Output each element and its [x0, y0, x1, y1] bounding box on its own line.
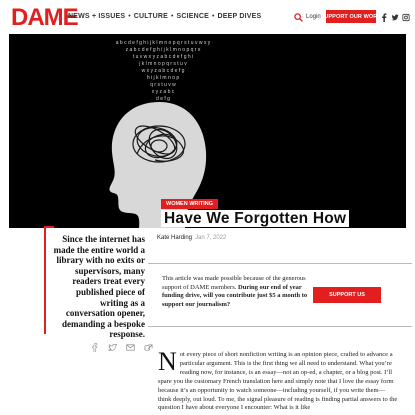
section-tag[interactable]: WOMEN WRITING: [161, 199, 218, 209]
facebook-icon[interactable]: [380, 13, 388, 22]
funding-drive-box: [148, 263, 412, 327]
main-nav: [68, 13, 261, 20]
support-our-work-button[interactable]: SUPPORT OUR WORK: [326, 10, 376, 23]
twitter-icon[interactable]: [391, 13, 399, 22]
svg-text:z a b c d e f g h i j k l m n: z a b c d e f g h i j k l m n o p q r s: [125, 47, 201, 53]
title-line-1: Have We Forgotten How: [161, 210, 349, 227]
article-title: [161, 209, 349, 228]
login-link[interactable]: Login: [306, 14, 321, 20]
nav-science[interactable]: SCIENCE: [176, 13, 210, 20]
svg-text:d e f g: d e f g: [156, 96, 170, 102]
instagram-icon[interactable]: [402, 13, 410, 22]
byline: [157, 235, 226, 241]
nav-deep-dives[interactable]: DEEP DIVES: [217, 13, 262, 20]
svg-text:x y z a b c: x y z a b c: [151, 89, 175, 95]
funding-text-plain: This article was made possible because of the generous support of DAME members.: [162, 275, 306, 291]
svg-text:t u v w x y z a b c d e f g h: t u v w x y z a b c d e f g h i: [132, 54, 194, 60]
search-icon[interactable]: [294, 13, 303, 22]
publish-date: Jan 7, 2022: [195, 235, 227, 241]
nav-separator: •: [171, 13, 174, 20]
social-links: [380, 13, 410, 22]
email-share-icon[interactable]: [126, 343, 135, 352]
support-us-button[interactable]: SUPPORT US: [313, 287, 381, 303]
pullquote: Since the internet has made the entire world a library with no exits or supervisors, many readers treat every published piece of writing as a conversation opener, demanding a bespoke response.: [53, 234, 145, 340]
share-bar: [90, 343, 153, 352]
nav-separator: •: [212, 13, 215, 20]
funding-message: [162, 275, 308, 309]
pullquote-accent-left: [44, 226, 46, 334]
author-name[interactable]: Kate Harding: [157, 235, 193, 241]
funding-text-bold: During our end of year funding drive, will you contribute just $5 a month to support our journalism?: [162, 283, 308, 308]
dame-logo[interactable]: DAME: [11, 4, 78, 31]
nav-news-issues[interactable]: NEWS + ISSUES: [68, 13, 126, 20]
nav-culture[interactable]: CULTURE: [133, 13, 169, 20]
svg-text:a b c d e f g h i j k l m n o: a b c d e f g h i j k l m n o p q r s t u v w x y: [115, 40, 211, 46]
drop-cap: N: [158, 347, 177, 376]
article-paragraph: ot every piece of short nonfiction writing is an opinion piece, crafted to advance a particular argument. This is the first thing we all need to understand. What you’re reading now, for instance, is an essay—not an op-ed, a chapter, or a blog post. I’ll spare you the customary French translation here and simply note that I love the essay form because it’s an opportunity to watch someone—including yourself, if you write them—think deeply, out loud. To me, the signal pleasure of reading is finding partial answers to the question I have about everyone I encounter: What is it like: [158, 351, 398, 412]
article-body: [158, 347, 398, 413]
svg-text:j k l m n o p q r s t u v: j k l m n o p q r s t u v: [139, 61, 187, 67]
link-share-icon[interactable]: [144, 343, 153, 352]
svg-text:w x y z a b c d e f g: w x y z a b c d e f g: [141, 68, 185, 74]
svg-text:q r s t u v w: q r s t u v w: [150, 82, 176, 88]
svg-text:h i j k l m n o p: h i j k l m n o p: [146, 75, 180, 81]
site-header: [0, 0, 415, 34]
twitter-share-icon[interactable]: [108, 343, 117, 352]
hero-image: [9, 34, 406, 228]
nav-separator: •: [128, 13, 131, 20]
facebook-share-icon[interactable]: [90, 343, 99, 352]
